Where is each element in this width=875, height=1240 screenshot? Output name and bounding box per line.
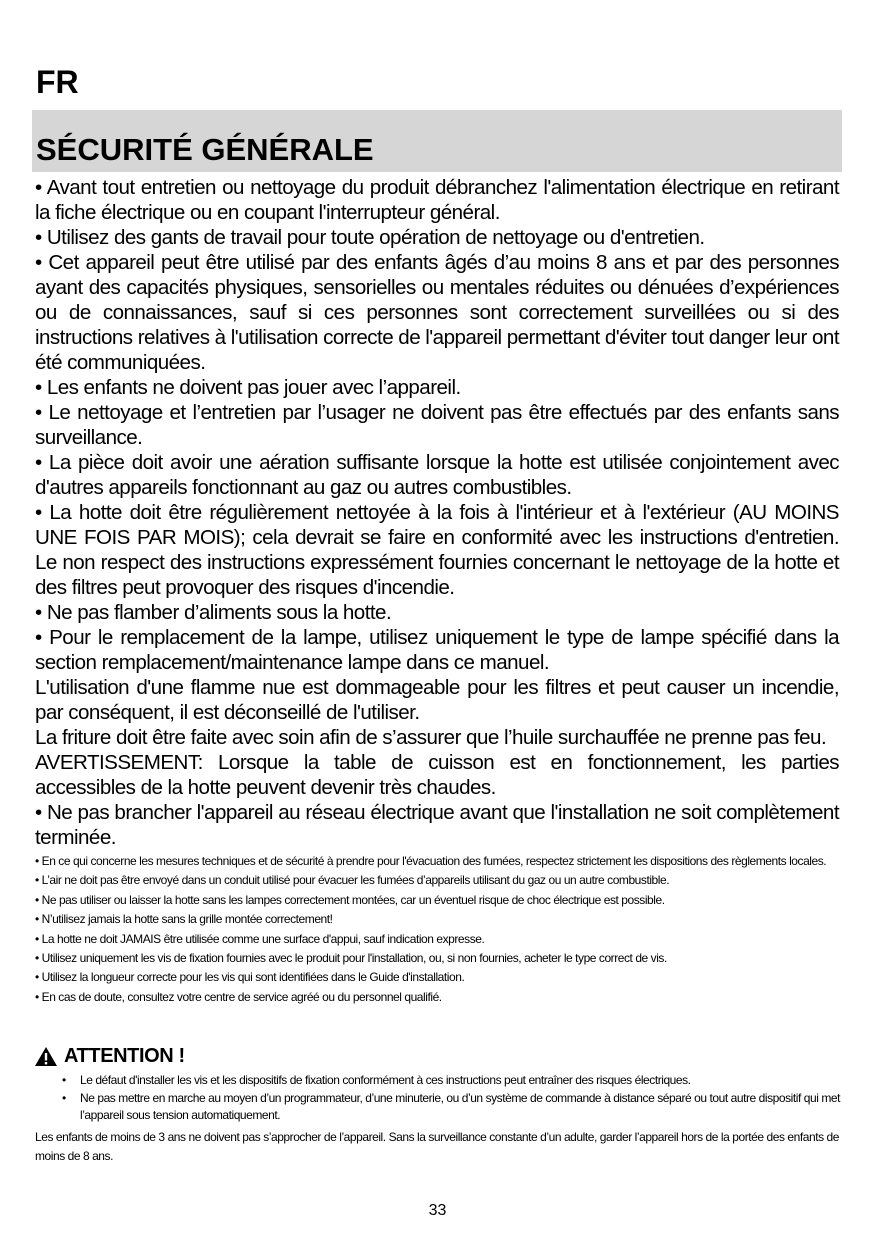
paragraph: • Avant tout entretien ou nettoyage du produit débranchez l'alimentation électrique en retirant la fiche électrique ou en coupant l'interrupteur général. [35, 176, 839, 224]
small-paragraph: • En ce qui concerne les mesures techniques et de sécurité à prendre pour l'évacuation des fumées, respectez strictement les dispositions des règlements locales. [35, 854, 827, 868]
list-item [60, 1072, 840, 1090]
small-safety-text [35, 852, 839, 1007]
bullet: • [62, 1073, 66, 1087]
attention-heading [34, 1043, 185, 1069]
paragraph: La friture doit être faite avec soin afin de s’assurer que l’huile surchauffée ne prenne pas feu. [35, 726, 827, 749]
paragraph: • Les enfants ne doivent pas jouer avec l’appareil. [35, 376, 461, 399]
attention-item-text: Ne pas mettre en marche au moyen d’un programmateur, d’une minuterie, ou d’un système de commande à distance séparé ou tout autre dispositif qui met l’appareil sous tension automatiquement. [80, 1090, 840, 1122]
small-paragraph: • Utilisez uniquement les vis de fixation fournies avec le produit pour l'installation, ou, si non fournies, acheter le type correct de vis. [35, 951, 667, 966]
small-paragraph: • L’air ne doit pas être envoyé dans un conduit utilisé pour évacuer les fumées d’appareils utilisant du gaz ou un autre combustible. [35, 873, 670, 888]
main-safety-text [35, 175, 839, 850]
small-paragraph: • Ne pas utiliser ou laisser la hotte sans les lampes correctement montées, car un éventuel risque de choc électrique est possible. [35, 892, 665, 907]
paragraph: • Ne pas flamber d’aliments sous la hotte. [35, 601, 392, 624]
paragraph: • La pièce doit avoir une aération suffisante lorsque la hotte est utilisée conjointement avec d'autres appareils fonctionnant au gaz ou autres combustibles. [35, 451, 839, 499]
paragraph: L'utilisation d'une flamme nue est dommageable pour les filtres et peut causer un incendie, par conséquent, il est déconseillé de l'utiliser. [35, 676, 839, 724]
small-paragraph: • En cas de doute, consultez votre centre de service agréé ou du personnel qualifié. [35, 989, 442, 1004]
small-paragraph: • Utilisez la longueur correcte pour les vis qui sont identifiées dans le Guide d'installation. [35, 970, 465, 985]
paragraph: • Cet appareil peut être utilisé par des enfants âgés d’au moins 8 ans et par des personnes ayant des capacités physiques, sensorielles ou mentales réduites ou dénuées d’expériences ou de connaissances, sauf si ces personnes sont correctement surveillées ou si des instructions relatives à l'utilisation correcte de l'appareil permettant d'éviter tout danger leur ont été communiquées. [35, 251, 839, 374]
attention-footer-text: Les enfants de moins de 3 ans ne doivent pas s’approcher de l’appareil. Sans la surveillance constante d’un adulte, garder l’appareil hors de la portée des enfants de moins de 8 ans. [35, 1130, 839, 1163]
paragraph: • Ne pas brancher l'appareil au réseau électrique avant que l'installation ne soit complètement terminée. [35, 801, 839, 849]
section-title: SÉCURITÉ GÉNÉRALE [36, 132, 374, 167]
paragraph: • Pour le remplacement de la lampe, utilisez uniquement le type de lampe spécifié dans la section remplacement/maintenance lampe dans ce manuel. [35, 626, 839, 674]
page-number: 33 [428, 1202, 447, 1219]
warning-triangle-icon [34, 1046, 58, 1067]
list-item [60, 1090, 840, 1125]
paragraph: • Utilisez des gants de travail pour toute opération de nettoyage ou d'entretien. [35, 226, 705, 249]
paragraph: AVERTISSEMENT: Lorsque la table de cuisson est en fonctionnement, les parties accessibles de la hotte peuvent devenir très chaudes. [35, 751, 839, 799]
attention-list [60, 1072, 840, 1125]
attention-footer [35, 1128, 839, 1166]
small-paragraph: • La hotte ne doit JAMAIS être utilisée comme une surface d'appui, sauf indication expresse. [35, 931, 485, 946]
bullet: • [62, 1090, 66, 1105]
paragraph: • La hotte doit être régulièrement nettoyée à la fois à l'intérieur et à l'extérieur (AU MOINS UNE FOIS PAR MOIS); cela devrait se faire en conformité avec les instructions d'entretien. Le non respect des instructions expressément fournies concernant le nettoyage de la hotte et des filtres peut provoquer des risques d'incendie. [35, 501, 839, 599]
language-code: FR [36, 64, 79, 100]
attention-item-text: Le défaut d'installer les vis et les dispositifs de fixation conformément à ces instructions peut entraîner des risques électriques. [80, 1073, 691, 1087]
paragraph: • Le nettoyage et l’entretien par l’usager ne doivent pas être effectués par des enfants sans surveillance. [35, 401, 839, 449]
attention-title: ATTENTION ! [64, 1044, 185, 1067]
small-paragraph: • N’utilisez jamais la hotte sans la grille montée correctement! [35, 912, 333, 927]
